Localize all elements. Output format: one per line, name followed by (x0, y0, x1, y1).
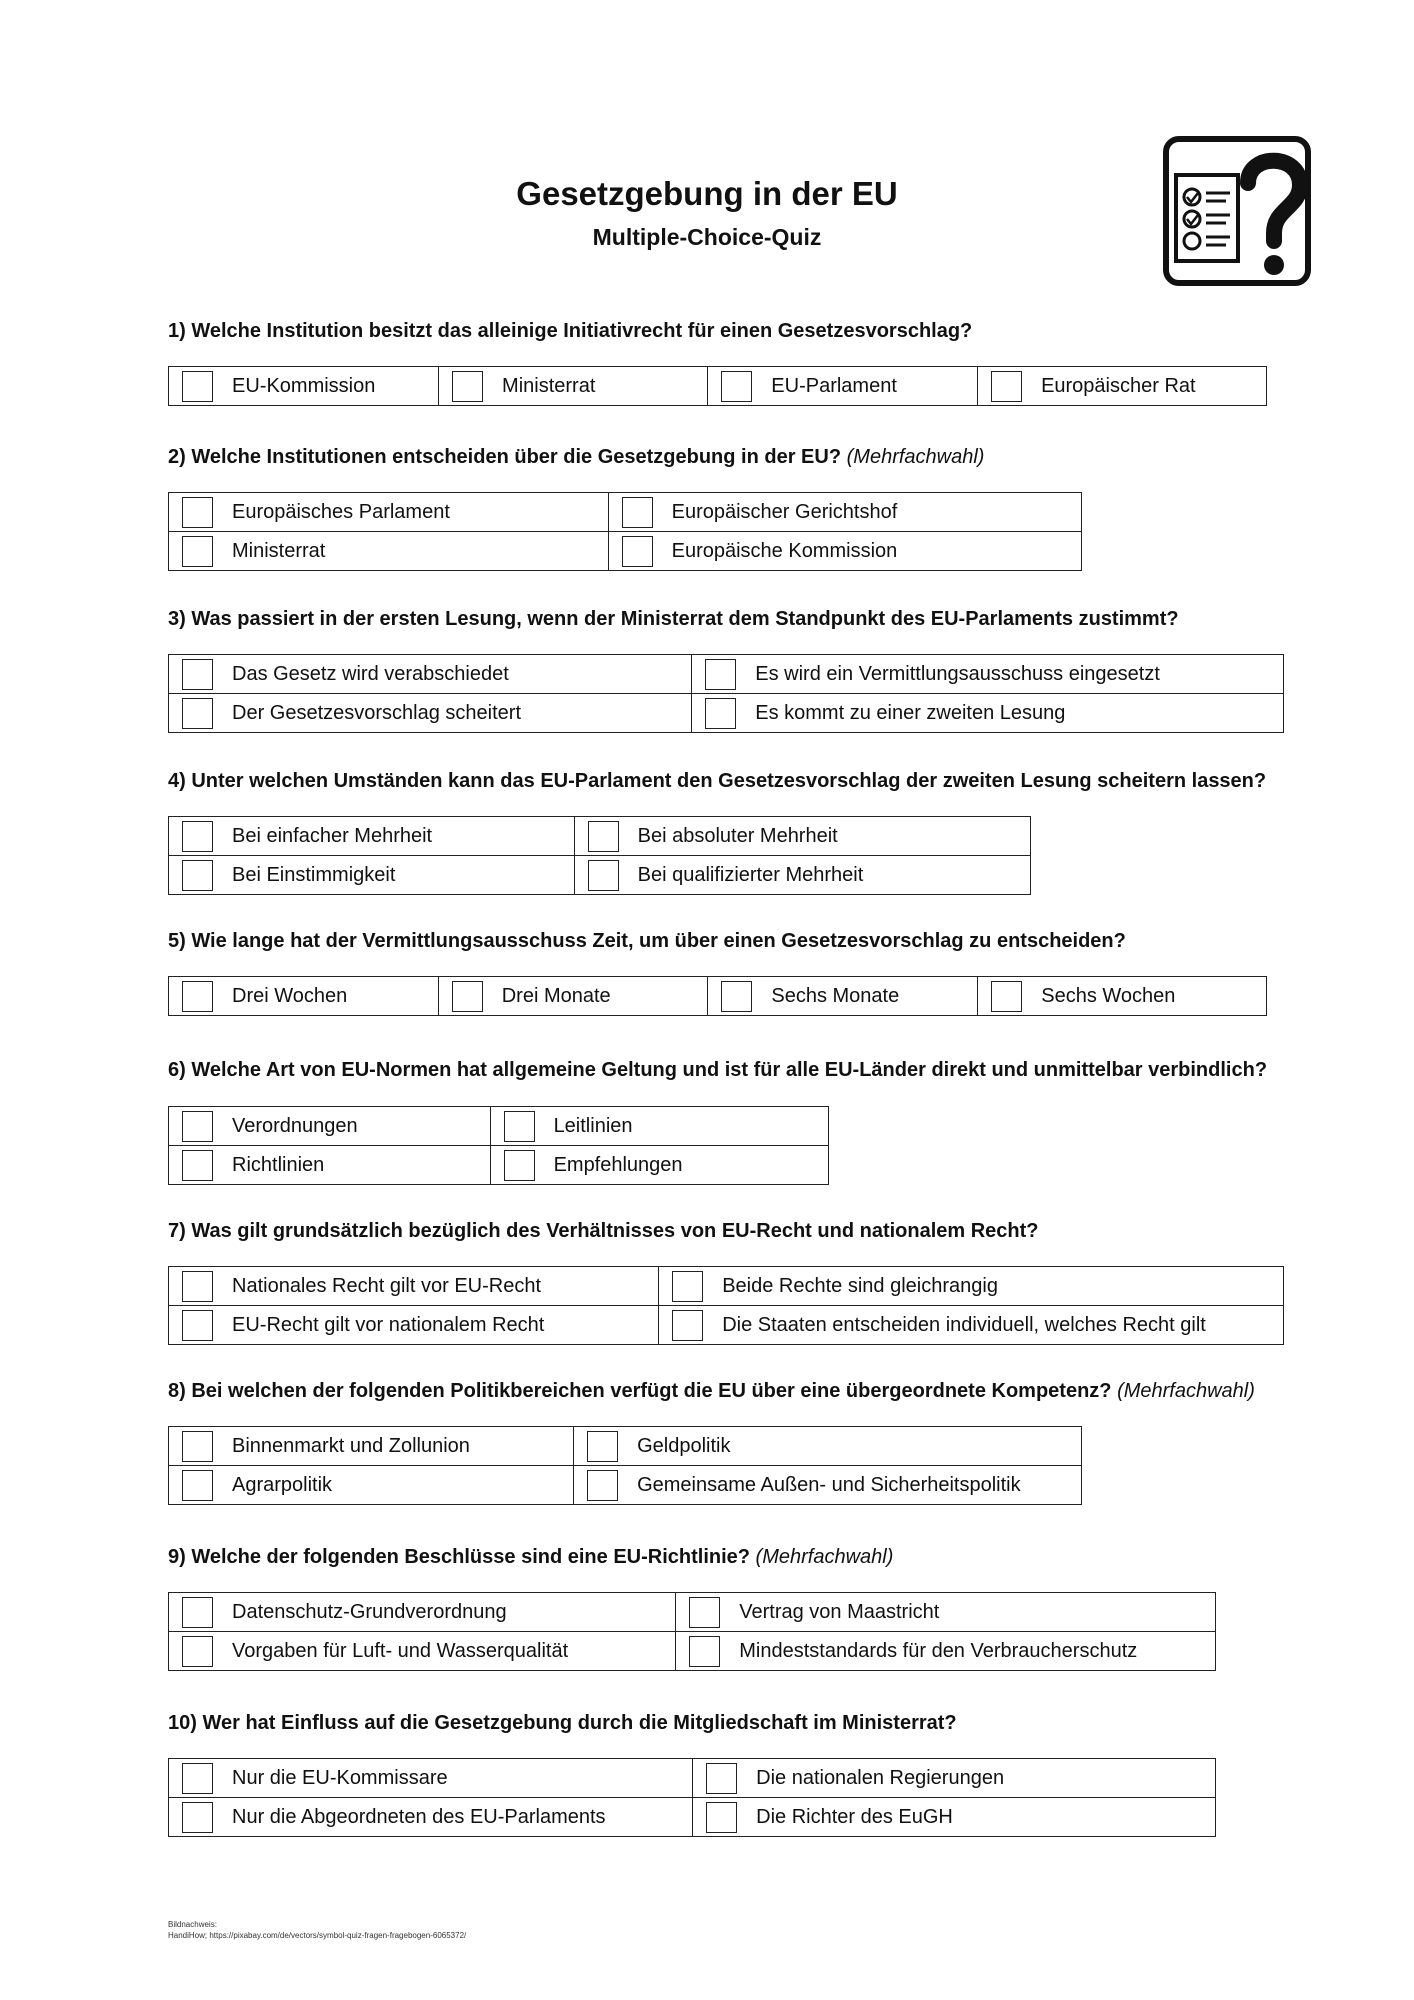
question-9 (168, 1546, 893, 1569)
answer-option[interactable] (169, 1306, 659, 1345)
credit-label: Bildnachweis: (168, 1920, 217, 1929)
answer-option[interactable] (693, 1798, 1216, 1837)
answer-option[interactable] (693, 1759, 1216, 1798)
question-text: 2) Welche Institutionen entscheiden über die Gesetzgebung in der EU? (168, 446, 842, 468)
answer-table-3 (168, 654, 1284, 733)
checkbox[interactable] (182, 1111, 213, 1142)
answer-label: Sechs Wochen (1041, 984, 1176, 1007)
checkbox[interactable] (182, 1271, 213, 1302)
answer-option[interactable] (659, 1267, 1284, 1306)
answer-label: Die Richter des EuGH (756, 1805, 953, 1828)
answer-label: Drei Monate (501, 984, 611, 1007)
answer-option[interactable] (978, 977, 1267, 1016)
question-text: 8) Bei welchen der folgenden Politikbereichen verfügt die EU über eine übergeordnete Kompetenz? (168, 1380, 1112, 1402)
answer-label: Nur die Abgeordneten des EU-Parlaments (232, 1805, 606, 1828)
answer-label: Leitlinien (553, 1114, 633, 1137)
answer-label: Richtlinien (232, 1153, 325, 1176)
answer-option[interactable] (169, 532, 609, 571)
answer-label: Verordnungen (232, 1114, 358, 1137)
answer-label: Ministerrat (502, 374, 596, 397)
answer-option[interactable] (439, 367, 708, 406)
answer-label: Der Gesetzesvorschlag scheitert (232, 701, 522, 724)
question-note: (Mehrfachwahl) (755, 1546, 894, 1568)
question-text: 10) Wer hat Einfluss auf die Gesetzgebung durch die Mitgliedschaft im Ministerrat? (168, 1712, 957, 1734)
checkbox[interactable] (588, 821, 619, 852)
answer-option[interactable] (169, 655, 692, 694)
question-text: 4) Unter welchen Umständen kann das EU-Parlament den Gesetzesvorschlag der zweiten Lesung scheitern lassen? (168, 770, 1267, 792)
checkbox[interactable] (706, 1763, 737, 1794)
credit-text: HandiHow; https://pixabay.com/de/vectors/symbol-quiz-fragen-fragebogen-6065372/ (168, 1931, 467, 1940)
checkbox[interactable] (182, 1763, 213, 1794)
answer-label: Binnenmarkt und Zollunion (232, 1434, 470, 1457)
checkbox[interactable] (452, 981, 483, 1012)
answer-option[interactable] (169, 1759, 693, 1798)
question-text: 5) Wie lange hat der Vermittlungsausschuss Zeit, um über einen Gesetzesvorschlag zu entscheiden? (168, 930, 1126, 952)
answer-table-4 (168, 816, 1031, 895)
answer-label: EU-Kommission (232, 374, 376, 397)
checkbox[interactable] (689, 1597, 720, 1628)
answer-label: Agrarpolitik (232, 1473, 333, 1496)
checkbox[interactable] (622, 536, 653, 567)
answer-option[interactable] (169, 1267, 659, 1306)
question-6 (168, 1059, 1267, 1082)
checkbox[interactable] (689, 1636, 720, 1667)
answer-option[interactable] (708, 367, 978, 406)
answer-option[interactable] (574, 1466, 1082, 1505)
question-10 (168, 1712, 957, 1735)
checkbox[interactable] (721, 981, 752, 1012)
answer-option[interactable] (169, 1593, 676, 1632)
quiz-questionnaire-icon (1162, 135, 1312, 287)
answer-label: Nur die EU-Kommissare (232, 1766, 448, 1789)
answer-label: Europäisches Parlament (232, 500, 450, 523)
question-3 (168, 608, 1179, 631)
checkbox[interactable] (182, 1597, 213, 1628)
answer-label: Europäischer Gerichtshof (671, 500, 898, 523)
answer-label: Das Gesetz wird verabschiedet (232, 662, 509, 685)
checkbox[interactable] (705, 698, 736, 729)
question-5 (168, 930, 1126, 953)
answer-table-6 (168, 1106, 829, 1185)
answer-label: Bei absoluter Mehrheit (637, 824, 838, 847)
answer-option[interactable] (169, 1146, 491, 1185)
answer-label: Beide Rechte sind gleichrangig (722, 1274, 998, 1297)
checkbox[interactable] (182, 1636, 213, 1667)
checkbox[interactable] (672, 1271, 703, 1302)
checkbox[interactable] (452, 371, 483, 402)
question-text: 6) Welche Art von EU-Normen hat allgemeine Geltung und ist für alle EU-Länder direkt und unmittelbar verbindlich? (168, 1059, 1268, 1081)
answer-label: Europäischer Rat (1041, 374, 1196, 397)
checkbox[interactable] (182, 1150, 213, 1181)
checkbox[interactable] (991, 981, 1022, 1012)
answer-option[interactable] (169, 1427, 574, 1466)
answer-option[interactable] (574, 1427, 1082, 1466)
answer-label: Ministerrat (232, 539, 326, 562)
answer-label: Die nationalen Regierungen (756, 1766, 1005, 1789)
answer-label: Drei Wochen (232, 984, 348, 1007)
answer-option[interactable] (978, 367, 1267, 406)
question-note: (Mehrfachwahl) (1117, 1380, 1255, 1402)
question-2 (168, 446, 984, 469)
answer-label: Mindeststandards für den Verbraucherschutz (739, 1639, 1138, 1662)
checkbox[interactable] (182, 497, 213, 528)
answer-option[interactable] (490, 1107, 828, 1146)
checkbox[interactable] (182, 659, 213, 690)
checkbox[interactable] (182, 1802, 213, 1833)
answer-label: Empfehlungen (553, 1153, 683, 1176)
checkbox[interactable] (182, 1431, 213, 1462)
answer-option[interactable] (169, 1107, 491, 1146)
answer-label: EU-Recht gilt vor nationalem Recht (232, 1313, 545, 1336)
answer-table-7 (168, 1266, 1284, 1345)
answer-label: EU-Parlament (771, 374, 897, 397)
answer-option[interactable] (169, 367, 439, 406)
answer-label: Europäische Kommission (671, 539, 898, 562)
answer-label: Sechs Monate (771, 984, 900, 1007)
answer-option[interactable] (692, 694, 1284, 733)
answer-option[interactable] (438, 977, 708, 1016)
checkbox[interactable] (504, 1111, 535, 1142)
answer-label: Datenschutz-Grundverordnung (232, 1600, 507, 1623)
answer-option[interactable] (708, 977, 978, 1016)
checkbox[interactable] (588, 860, 619, 891)
answer-label: Nationales Recht gilt vor EU-Recht (232, 1274, 542, 1297)
checkbox[interactable] (182, 371, 213, 402)
question-text: 9) Welche der folgenden Beschlüsse sind eine EU-Richtlinie? (168, 1546, 750, 1568)
answer-option[interactable] (169, 493, 609, 532)
answer-option[interactable] (169, 1466, 574, 1505)
page-title: Gesetzgebung in der EU (516, 175, 898, 212)
answer-label: Geldpolitik (637, 1434, 731, 1457)
answer-label: Vertrag von Maastricht (739, 1600, 940, 1623)
answer-option[interactable] (676, 1632, 1216, 1671)
answer-option[interactable] (574, 817, 1030, 856)
question-text: 3) Was passiert in der ersten Lesung, wenn der Ministerrat dem Standpunkt des EU-Parlaments zustimmt? (168, 608, 1179, 630)
answer-label: Bei Einstimmigkeit (232, 863, 396, 886)
question-7 (168, 1220, 1039, 1243)
image-credit (168, 1919, 466, 1941)
question-4 (168, 770, 1266, 793)
checkbox[interactable] (991, 371, 1022, 402)
answer-option[interactable] (608, 532, 1081, 571)
answer-option[interactable] (659, 1306, 1284, 1345)
answer-option[interactable] (169, 977, 439, 1016)
answer-label: Bei qualifizierter Mehrheit (637, 863, 864, 886)
answer-label: Es kommt zu einer zweiten Lesung (755, 701, 1066, 724)
answer-option[interactable] (608, 493, 1081, 532)
answer-option[interactable] (676, 1593, 1216, 1632)
answer-table-8 (168, 1426, 1082, 1505)
checkbox[interactable] (587, 1470, 618, 1501)
checkbox[interactable] (182, 1310, 213, 1341)
answer-option[interactable] (574, 856, 1030, 895)
checkbox[interactable] (587, 1431, 618, 1462)
answer-table-5 (168, 976, 1267, 1016)
checkbox[interactable] (182, 821, 213, 852)
answer-label: Bei einfacher Mehrheit (232, 824, 433, 847)
answer-option[interactable] (169, 694, 692, 733)
answer-table-1 (168, 366, 1267, 406)
checkbox[interactable] (705, 659, 736, 690)
answer-label: Gemeinsame Außen- und Sicherheitspolitik (637, 1473, 1021, 1496)
answer-label: Es wird ein Vermittlungsausschuss eingesetzt (755, 662, 1160, 685)
question-text: 7) Was gilt grundsätzlich bezüglich des Verhältnisses von EU-Recht und nationalem Recht? (168, 1220, 1039, 1242)
answer-table-10 (168, 1758, 1216, 1837)
question-1 (168, 320, 972, 343)
answer-option[interactable] (169, 817, 575, 856)
checkbox[interactable] (504, 1150, 535, 1181)
checkbox[interactable] (721, 371, 752, 402)
checkbox[interactable] (182, 536, 213, 567)
checkbox[interactable] (622, 497, 653, 528)
question-note: (Mehrfachwahl) (846, 446, 985, 468)
answer-option[interactable] (490, 1146, 828, 1185)
page-subtitle: Multiple-Choice-Quiz (592, 224, 822, 250)
checkbox[interactable] (182, 698, 213, 729)
answer-table-9 (168, 1592, 1216, 1671)
answer-label: Die Staaten entscheiden individuell, welches Recht gilt (722, 1313, 1206, 1336)
answer-table-2 (168, 492, 1082, 571)
checkbox[interactable] (182, 860, 213, 891)
answer-label: Vorgaben für Luft- und Wasserqualität (232, 1639, 569, 1662)
question-text: 1) Welche Institution besitzt das alleinige Initiativrecht für einen Gesetzesvorschlag? (168, 320, 973, 342)
checkbox[interactable] (182, 981, 213, 1012)
answer-option[interactable] (169, 1798, 693, 1837)
answer-option[interactable] (169, 856, 575, 895)
checkbox[interactable] (672, 1310, 703, 1341)
answer-option[interactable] (169, 1632, 676, 1671)
question-8 (168, 1380, 1255, 1403)
checkbox[interactable] (706, 1802, 737, 1833)
answer-option[interactable] (692, 655, 1284, 694)
checkbox[interactable] (182, 1470, 213, 1501)
